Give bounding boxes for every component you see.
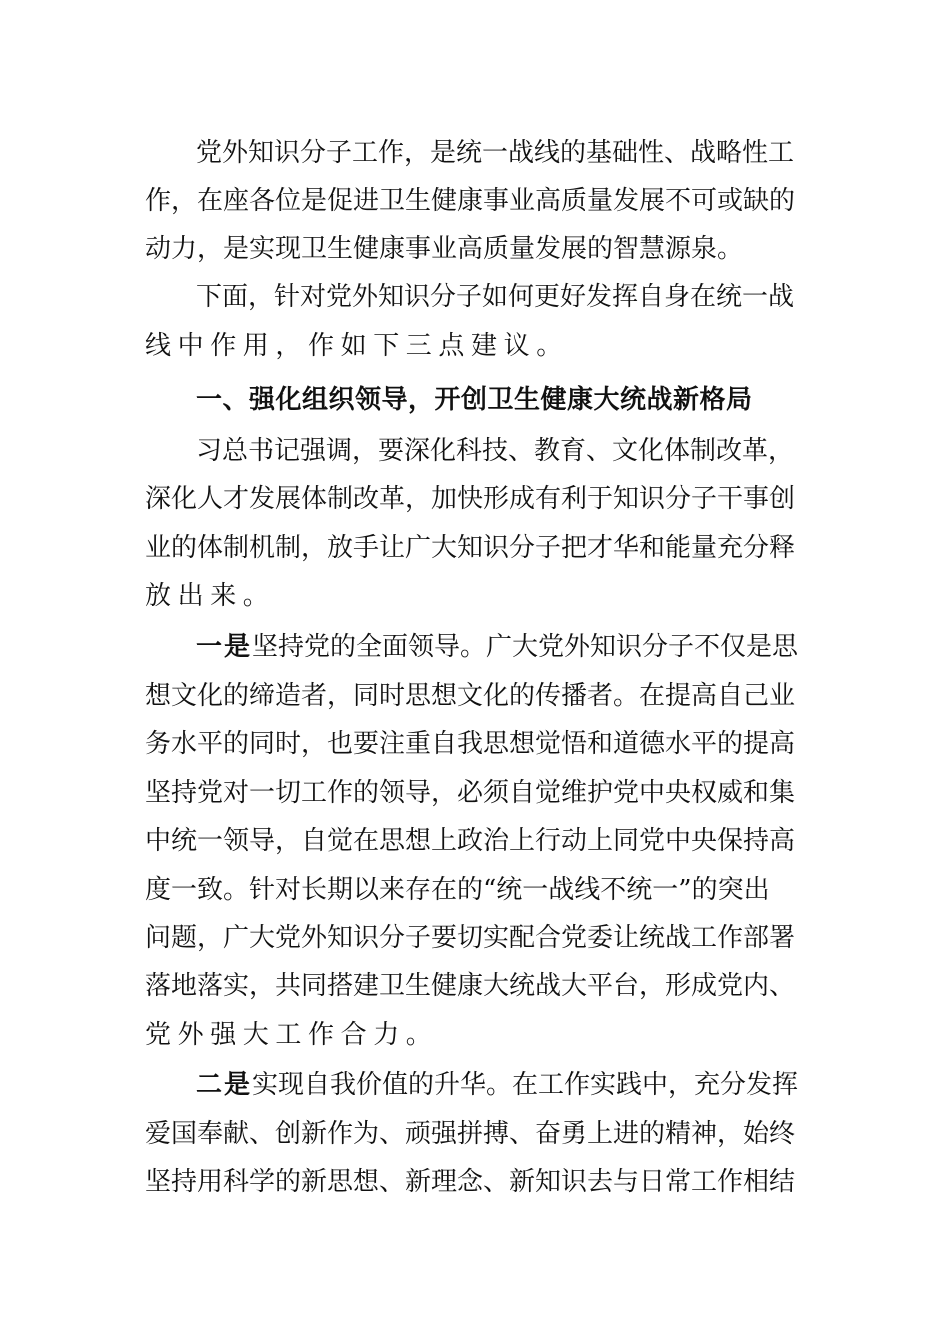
paragraph-3-line-1: 习总书记强调，要深化科技、教育、文化体制改革，: [196, 436, 795, 466]
paragraph-3-line-3: 业的体制机制，放手让广大知识分子把才华和能量充分释: [145, 533, 796, 563]
paragraph-1-line-1: 党外知识分子工作，是统一战线的基础性、战略性工: [196, 138, 795, 168]
paragraph-5-line-3: 坚持用科学的新思想、新理念、新知识去与日常工作相结: [145, 1167, 796, 1197]
paragraph-2-line-2: 线中作用，作如下三点建议。: [145, 331, 569, 361]
paragraph-2-line-1: 下面，针对党外知识分子如何更好发挥自身在统一战: [196, 282, 795, 312]
paragraph-4-line-8: 落地落实，共同搭建卫生健康大统战大平台，形成党内、: [145, 971, 796, 1001]
paragraph-4-line-1: [196, 627, 810, 667]
paragraph-4-line-4: 坚持党对一切工作的领导，必须自觉维护党中央权威和集: [145, 778, 796, 808]
section-heading-1: 一、强化组织领导，开创卫生健康大统战新格局: [196, 385, 753, 415]
paragraph-3-line-2: 深化人才发展体制改革，加快形成有利于知识分子干事创: [145, 484, 796, 514]
paragraph-4-line-5: 中统一领导，自觉在思想上政治上行动上同党中央保持高: [145, 826, 796, 856]
paragraph-4-line-1-text: 坚持党的全面领导。广大党外知识分子不仅是思: [252, 632, 799, 662]
paragraph-3-line-4: 放出来。: [145, 581, 276, 611]
paragraph-4-line-9: 党外强大工作合力。: [145, 1020, 439, 1050]
paragraph-4-line-6: 度一致。针对长期以来存在的“统一战线不统一”的突出: [145, 875, 770, 905]
paragraph-5-line-1: [196, 1065, 810, 1105]
paragraph-5-lead: 二是: [196, 1070, 253, 1100]
paragraph-1-line-2: 作，在座各位是促进卫生健康事业高质量发展不可或缺的: [145, 186, 796, 216]
paragraph-5-line-1-text: 实现自我价值的升华。在工作实践中，充分发挥: [252, 1070, 799, 1100]
paragraph-1-line-3: 动力，是实现卫生健康事业高质量发展的智慧源泉。: [145, 234, 744, 264]
paragraph-5-line-2: 爱国奉献、创新作为、顽强拼搏、奋勇上进的精神，始终: [145, 1119, 796, 1149]
paragraph-4-lead: 一是: [196, 632, 253, 662]
paragraph-4-line-2: 想文化的缔造者，同时思想文化的传播者。在提高自己业: [145, 681, 796, 711]
paragraph-4-line-3: 务水平的同时，也要注重自我思想觉悟和道德水平的提高: [145, 729, 796, 759]
paragraph-4-line-7: 问题，广大党外知识分子要切实配合党委让统战工作部署: [145, 923, 796, 953]
